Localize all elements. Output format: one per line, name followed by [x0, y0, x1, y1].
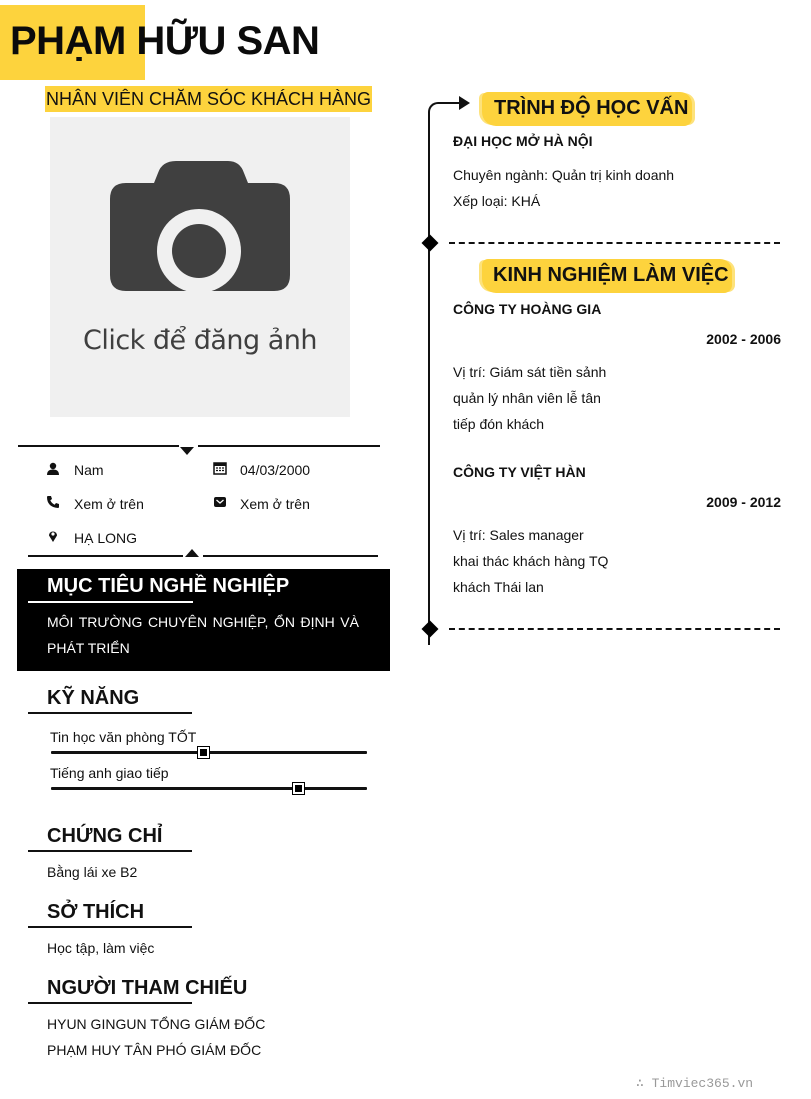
hobbies-title[interactable]: SỞ THÍCH	[47, 901, 145, 923]
map-marker-icon	[46, 529, 60, 543]
skills-title[interactable]: KỸ NĂNG	[47, 687, 140, 709]
experience-title[interactable]: KINH NGHIỆM LÀM VIỆC	[493, 264, 729, 286]
job-title[interactable]: NHÂN VIÊN CHĂM SÓC KHÁCH HÀNG	[45, 86, 372, 112]
timeline-curve	[428, 102, 444, 120]
info-divider-top-left	[18, 445, 179, 447]
education-title[interactable]: TRÌNH ĐỘ HỌC VẤN	[494, 97, 689, 119]
hobbies-underline	[28, 926, 192, 928]
address-value[interactable]: HẠ LONG	[74, 530, 138, 546]
references-title[interactable]: NGƯỜI THAM CHIẾU	[47, 977, 248, 999]
education-school[interactable]: ĐẠI HỌC MỞ HÀ NỘI	[453, 133, 593, 149]
experience-detail[interactable]: quản lý nhân viên lễ tân	[453, 390, 601, 406]
skill-level-handle[interactable]	[198, 747, 209, 758]
phone-value[interactable]: Xem ở trên	[74, 496, 144, 512]
skill-bar	[51, 787, 367, 790]
hobbies-text[interactable]: Học tập, làm việc	[47, 940, 155, 956]
gender-value[interactable]: Nam	[74, 462, 104, 478]
career-objective-text[interactable]: MÔI TRƯỜNG CHUYÊN NGHIỆP, ỔN ĐỊNH VÀ PHÁT TRIỂN	[47, 614, 359, 656]
skills-underline	[28, 712, 192, 714]
info-divider-top-right	[198, 445, 380, 447]
camera-icon	[110, 161, 290, 301]
timeline-arrow-line	[442, 102, 460, 104]
user-icon	[46, 462, 60, 476]
timeline-diamond-icon	[422, 621, 439, 638]
experience-period[interactable]: 2009 - 2012	[706, 494, 781, 510]
skill-label[interactable]: Tiếng anh giao tiếp	[50, 765, 169, 781]
email-value[interactable]: Xem ở trên	[240, 496, 310, 512]
experience-company[interactable]: CÔNG TY VIỆT HÀN	[453, 464, 586, 480]
birthday-value[interactable]: 04/03/2000	[240, 462, 311, 478]
photo-upload[interactable]	[50, 117, 350, 417]
info-divider-bottom-right	[203, 555, 378, 557]
career-objective-underline	[28, 601, 193, 603]
references-underline	[28, 1002, 192, 1004]
experience-detail[interactable]: Vị trí: Giám sát tiền sảnh	[453, 364, 607, 380]
section-dashed-divider	[449, 628, 780, 630]
envelope-icon	[213, 495, 227, 509]
info-divider-arrow-down	[180, 447, 194, 455]
reference-item[interactable]: HYUN GINGUN TỔNG GIÁM ĐỐC	[47, 1016, 266, 1032]
experience-detail[interactable]: khách Thái lan	[453, 579, 544, 595]
candidate-name[interactable]: PHẠM HỮU SAN	[10, 19, 320, 63]
phone-icon	[46, 495, 60, 509]
section-dashed-divider	[449, 242, 780, 244]
timeline-diamond-icon	[422, 235, 439, 252]
certificates-underline	[28, 850, 192, 852]
skill-label[interactable]: Tin học văn phòng TỐT	[50, 729, 197, 745]
watermark: ∴ Timviec365.vn	[636, 1076, 754, 1091]
education-major[interactable]: Chuyên ngành: Quản trị kinh doanh	[453, 167, 675, 183]
career-objective-section	[17, 569, 390, 671]
education-rank[interactable]: Xếp loại: KHÁ	[453, 193, 541, 209]
timeline-arrow-icon	[459, 96, 470, 110]
experience-detail[interactable]: Vị trí: Sales manager	[453, 527, 584, 543]
photo-upload-label: Click để đăng ảnh	[82, 325, 318, 356]
experience-detail[interactable]: khai thác khách hàng TQ	[453, 553, 609, 569]
experience-detail[interactable]: tiếp đón khách	[453, 416, 545, 432]
career-objective-title[interactable]: MỤC TIÊU NGHỀ NGHIỆP	[47, 575, 290, 597]
skill-level-handle[interactable]	[293, 783, 304, 794]
reference-item[interactable]: PHẠM HUY TÂN PHÓ GIÁM ĐỐC	[47, 1042, 262, 1058]
certificates-title[interactable]: CHỨNG CHỈ	[47, 825, 163, 847]
skill-bar	[51, 751, 367, 754]
calendar-icon	[213, 461, 227, 475]
info-divider-arrow-up	[185, 549, 199, 557]
certificates-text[interactable]: Bằng lái xe B2	[47, 864, 138, 880]
experience-company[interactable]: CÔNG TY HOÀNG GIA	[453, 301, 602, 317]
timeline-line	[428, 118, 430, 645]
experience-period[interactable]: 2002 - 2006	[706, 331, 781, 347]
info-divider-bottom-left	[28, 555, 183, 557]
